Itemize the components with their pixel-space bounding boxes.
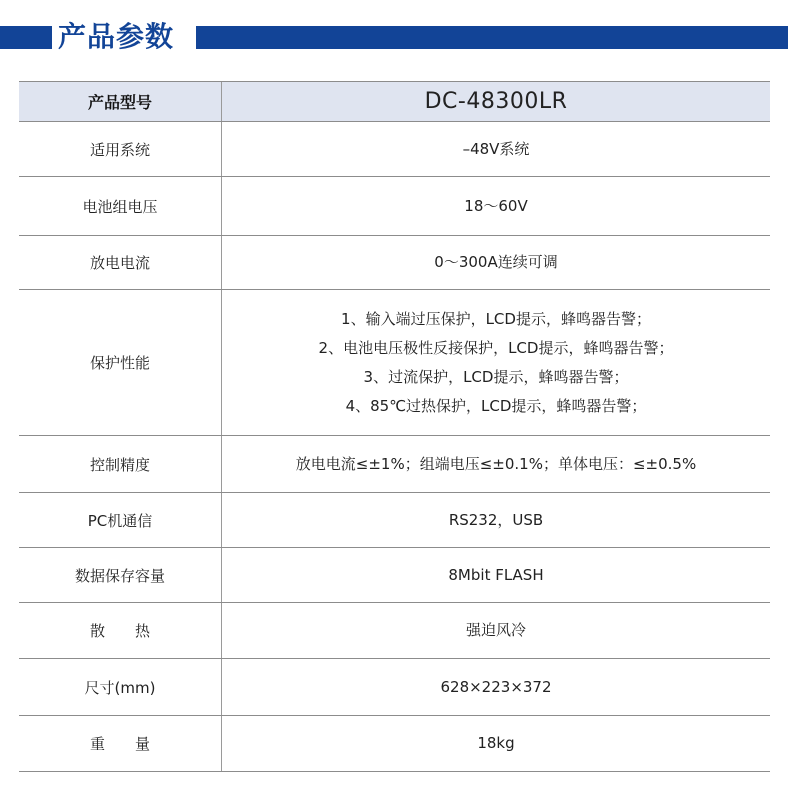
row-value xyxy=(222,716,770,771)
row-value xyxy=(222,493,770,547)
row-value-line: 8Mbit FLASH xyxy=(448,565,544,584)
row-label: 重 量 xyxy=(19,716,222,771)
row-value xyxy=(222,548,770,602)
row-value-line: 1、输入端过压保护，LCD提示，蜂鸣器告警； xyxy=(341,309,651,328)
row-value xyxy=(222,122,770,176)
table-row xyxy=(19,548,770,603)
row-label: 放电电流 xyxy=(19,236,222,289)
row-value-line: 放电电流≤±1%；组端电压≤±0.1%；单体电压：≤±0.5% xyxy=(295,454,697,473)
row-label: 适用系统 xyxy=(19,122,222,176)
table-row xyxy=(19,493,770,548)
row-value xyxy=(222,177,770,235)
row-value-line: 强迫风冷 xyxy=(465,621,526,639)
table-row xyxy=(19,122,770,177)
row-value xyxy=(222,659,770,715)
row-value xyxy=(222,436,770,492)
row-label: 数据保存容量 xyxy=(19,548,222,602)
row-label: 散 热 xyxy=(19,603,222,658)
table-row xyxy=(19,716,770,772)
model-value: DC-48300LR xyxy=(424,89,568,114)
row-value-line: 628×223×372 xyxy=(440,677,552,696)
row-value-line: 4、85℃过热保护，LCD提示，蜂鸣器告警； xyxy=(345,396,647,415)
model-label: 产品型号 xyxy=(19,82,222,121)
table-header-row xyxy=(19,81,770,122)
row-value-line: 2、电池电压极性反接保护，LCD提示，蜂鸣器告警； xyxy=(318,338,674,357)
row-value-line: 3、过流保护，LCD提示，蜂鸣器告警； xyxy=(363,367,629,386)
section-title: 产品参数 xyxy=(58,20,175,53)
row-value xyxy=(222,290,770,435)
row-value xyxy=(222,603,770,658)
section-banner xyxy=(0,22,788,54)
row-label: 保护性能 xyxy=(19,290,222,435)
row-value-line: 18kg xyxy=(477,734,515,752)
banner-bar-left xyxy=(0,26,52,49)
table-row xyxy=(19,236,770,290)
row-label: 控制精度 xyxy=(19,436,222,492)
table-row xyxy=(19,436,770,493)
row-value-line: 18～60V xyxy=(464,196,528,215)
row-value-line: 0～300A连续可调 xyxy=(434,253,558,271)
row-label: 尺寸(mm) xyxy=(19,659,222,715)
table-row xyxy=(19,177,770,236)
row-label: 电池组电压 xyxy=(19,177,222,235)
table-row xyxy=(19,603,770,659)
table-row xyxy=(19,659,770,716)
row-label: PC机通信 xyxy=(19,493,222,547)
row-value xyxy=(222,236,770,289)
table-row xyxy=(19,290,770,436)
banner-bar-right xyxy=(196,26,788,49)
spec-table xyxy=(19,81,770,772)
row-value-line: RS232，USB xyxy=(448,510,544,529)
row-value-line: –48V系统 xyxy=(462,139,530,158)
